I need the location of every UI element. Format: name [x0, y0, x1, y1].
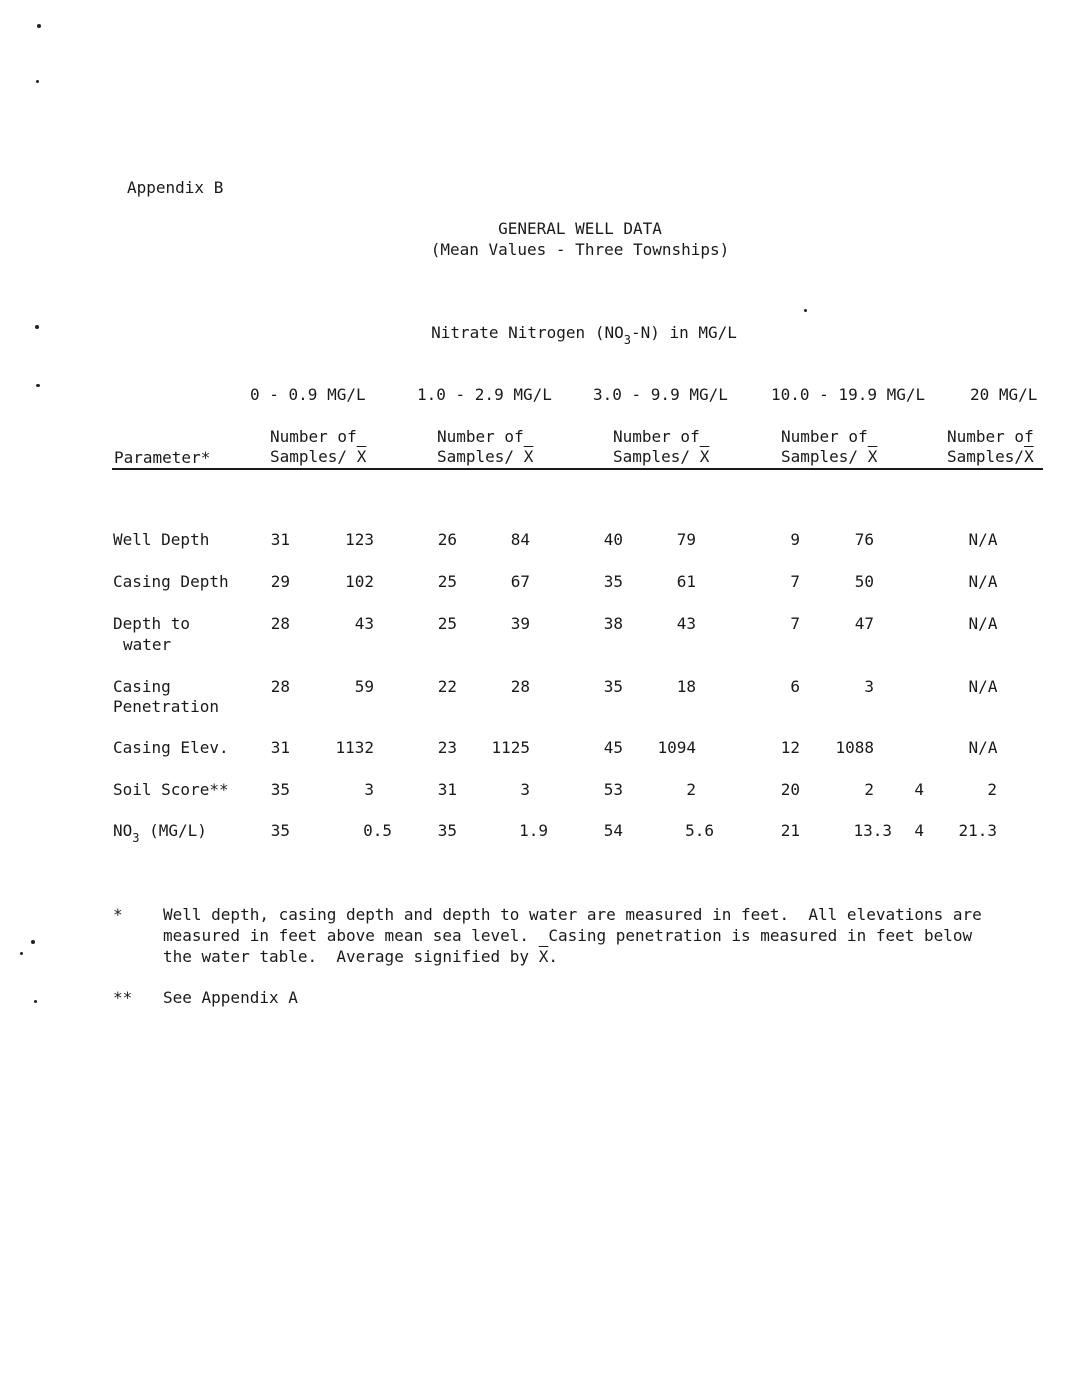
row-label: Casing Elev. — [113, 738, 229, 757]
cell: 1.9 — [519, 821, 548, 840]
cell: 12 — [780, 738, 800, 757]
footnote-marker: ** — [113, 988, 133, 1007]
col-head-line1: Number of — [613, 427, 700, 446]
footnote-text: the water table. Average signified by — [163, 947, 539, 966]
footnote-line: See Appendix A — [163, 988, 298, 1007]
col-head-samples: Samples/ — [781, 447, 859, 466]
cell: N/A — [968, 677, 998, 696]
row-label: Soil Score** — [113, 780, 229, 799]
col-head-samples: Samples/ — [947, 447, 1025, 466]
cell: 43 — [676, 614, 696, 633]
col-head-2 — [437, 427, 533, 467]
cell: 29 — [270, 572, 290, 591]
cell: 21.3 — [958, 821, 997, 840]
footnote-line: Well depth, casing depth and depth to water are measured in feet. All elevations are — [163, 905, 982, 924]
cell: 3 — [520, 780, 530, 799]
cell: 1094 — [657, 738, 696, 757]
col-head-line1: Number of — [437, 427, 524, 446]
cell: 31 — [437, 780, 457, 799]
row-label-prefix: NO — [113, 821, 133, 840]
xbar-symbol: $\overline{X}$ — [867, 447, 878, 466]
col-head-1 — [270, 427, 366, 467]
range-header-2: 1.0 - 2.9 MG/L — [417, 385, 552, 404]
cell: N/A — [968, 572, 998, 591]
col-head-5 — [947, 427, 1034, 467]
scan-speck — [35, 325, 39, 329]
row-label: Casing Depth — [113, 572, 229, 591]
page-title: GENERAL WELL DATA — [498, 219, 662, 238]
xbar-symbol: $\overline{X}$ — [523, 447, 534, 466]
col-head-4 — [781, 427, 877, 467]
cell: 7 — [790, 614, 800, 633]
range-header-1: 0 - 0.9 MG/L — [250, 385, 366, 404]
parameter-header: Parameter* — [114, 448, 211, 467]
caption-suffix: -N) in MG/L — [630, 323, 737, 342]
col-head-samples: Samples/ — [437, 447, 515, 466]
footnote-text: . — [548, 947, 558, 966]
scan-speck — [20, 952, 23, 955]
cell: 2 — [987, 780, 997, 799]
cell: 25 — [437, 572, 457, 591]
cell: 4 — [914, 821, 924, 840]
xbar-symbol: $\overline{X}$ — [1024, 447, 1034, 466]
cell: 50 — [854, 572, 874, 591]
footnote-line — [163, 947, 558, 967]
cell: 21 — [780, 821, 800, 840]
cell: 31 — [270, 738, 290, 757]
row-label-subscript: 3 — [132, 831, 140, 845]
caption-subscript: 3 — [623, 333, 631, 347]
cell: 18 — [676, 677, 696, 696]
cell: 5.6 — [685, 821, 714, 840]
cell: 79 — [676, 530, 696, 549]
cell: 13.3 — [853, 821, 892, 840]
cell: 31 — [270, 530, 290, 549]
footnote-line: measured in feet above mean sea level. Casing penetration is measured in feet below — [163, 926, 973, 945]
range-header-3: 3.0 - 9.9 MG/L — [593, 385, 728, 404]
footnote-marker: * — [113, 905, 123, 924]
scan-speck — [37, 24, 41, 28]
range-header-4: 10.0 - 19.9 MG/L — [771, 385, 926, 404]
cell: 6 — [790, 677, 800, 696]
appendix-label: Appendix B — [127, 178, 224, 197]
cell: 54 — [603, 821, 623, 840]
row-label: Well Depth — [113, 530, 210, 549]
cell: N/A — [968, 530, 998, 549]
cell: 38 — [603, 614, 623, 633]
cell: 61 — [676, 572, 696, 591]
cell: 0.5 — [363, 821, 392, 840]
cell: 84 — [510, 530, 530, 549]
page-subtitle: (Mean Values - Three Townships) — [430, 240, 730, 259]
cell: 45 — [603, 738, 623, 757]
cell: 39 — [510, 614, 530, 633]
cell: 1125 — [491, 738, 530, 757]
scan-speck — [36, 80, 39, 83]
scan-speck — [34, 1000, 37, 1003]
cell: N/A — [968, 614, 998, 633]
col-head-line1: Number of — [270, 427, 357, 446]
cell: 47 — [854, 614, 874, 633]
cell: 28 — [270, 614, 290, 633]
scan-speck — [804, 309, 807, 312]
cell: 4 — [914, 780, 924, 799]
row-label-line2: Penetration — [113, 697, 219, 716]
cell: 67 — [510, 572, 530, 591]
cell: 1088 — [835, 738, 874, 757]
cell: 3 — [364, 780, 374, 799]
cell: 35 — [437, 821, 457, 840]
row-label-line2: water — [123, 635, 172, 654]
col-head-line1: Number of — [781, 427, 868, 446]
cell: 53 — [603, 780, 623, 799]
cell: 35 — [270, 780, 290, 799]
cell: 35 — [270, 821, 290, 840]
xbar-symbol: $\overline{X}$ — [356, 447, 367, 466]
col-head-samples: Samples/ — [613, 447, 691, 466]
xbar-symbol: $\overline{X}$ — [538, 947, 549, 966]
cell: 76 — [854, 530, 874, 549]
col-head-samples: Samples/ — [270, 447, 348, 466]
cell: 2 — [864, 780, 874, 799]
cell: 123 — [345, 530, 374, 549]
col-head-3 — [613, 427, 709, 467]
row-label: Casing — [113, 677, 171, 696]
row-label-suffix: (MG/L) — [139, 821, 207, 840]
cell: 20 — [780, 780, 800, 799]
scan-speck — [36, 384, 40, 387]
xbar-symbol: $\overline{X}$ — [699, 447, 710, 466]
row-label — [113, 821, 207, 845]
cell: 102 — [345, 572, 374, 591]
cell: 7 — [790, 572, 800, 591]
row-label: Depth to — [113, 614, 191, 633]
cell: 2 — [686, 780, 696, 799]
cell: 9 — [790, 530, 800, 549]
header-rule — [112, 468, 1043, 470]
caption-prefix: Nitrate Nitrogen (NO — [431, 323, 624, 342]
cell: 1132 — [335, 738, 374, 757]
col-head-line1: Number of — [947, 427, 1034, 446]
cell: 26 — [437, 530, 457, 549]
cell: 28 — [270, 677, 290, 696]
cell: N/A — [968, 738, 998, 757]
cell: 22 — [437, 677, 457, 696]
cell: 43 — [354, 614, 374, 633]
cell: 40 — [603, 530, 623, 549]
cell: 3 — [864, 677, 874, 696]
range-header-5: 20 MG/L — [970, 385, 1038, 404]
cell: 35 — [603, 572, 623, 591]
cell: 23 — [437, 738, 457, 757]
cell: 35 — [603, 677, 623, 696]
cell: 59 — [354, 677, 374, 696]
table-caption — [384, 323, 784, 347]
cell: 25 — [437, 614, 457, 633]
cell: 28 — [510, 677, 530, 696]
scan-speck — [31, 940, 35, 944]
